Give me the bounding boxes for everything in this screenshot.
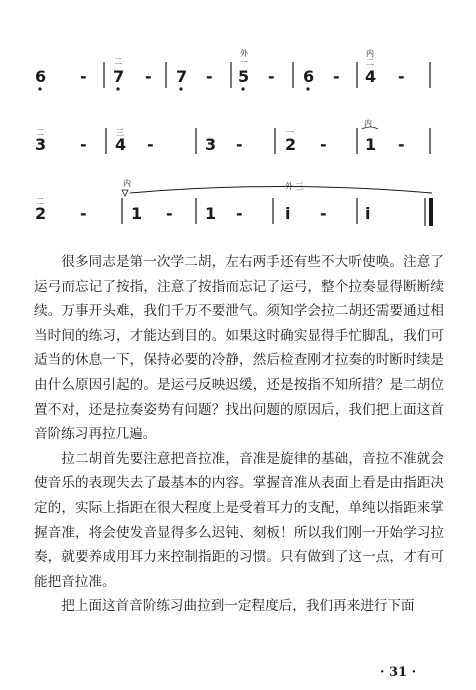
body-text: [34, 250, 444, 619]
dash: -: [166, 204, 173, 223]
dash: -: [320, 204, 327, 223]
dash: -: [145, 67, 152, 86]
dash: -: [398, 67, 405, 86]
dot-below: [38, 87, 41, 90]
paragraph: 拉二胡首先要注意把音拉准，音准是旋律的基础，音拉不准就会使音乐的表现失去了最基本的内容。掌握音准从表面上看是由指距决定的，实际上指距在很大程度上是受着耳力的支配，单纯以指距来掌握音准，将会使发音显得多么迟钝、刻板！所以我们刚一开始学习拉奏，就要养成用耳力来控制指距的习惯。只有做到了这一点，才有可能把音拉准。: [34, 450, 444, 590]
note: i: [365, 204, 371, 223]
page-number: · 31 ·: [380, 665, 417, 680]
final-barline: [429, 198, 433, 226]
fingering-mark: 一: [240, 58, 248, 67]
score-line-1: [35, 48, 430, 91]
note: 5: [238, 67, 250, 86]
dash: -: [80, 67, 87, 86]
note: 1: [205, 204, 217, 223]
paragraph: 很多同志是第一次学二胡，左右两手还有些不大听使唤。注意了运弓而忘记了按指，注意了按指而忘记了运弓，整个拉奏显得断断续续。万事开头难，我们千万不要泄气。须知学会拉二胡还需要通过相当时间的练习，才能达到目的。如果这时确实显得手忙脚乱，我们可适当的休息一下，保持必要的冷静，然后检查刚才拉奏的时断时续是由什么原因引起的。是运弓反映迟缓，还是按指不知所措？是二胡位置不对，还是拉奏姿势有问题？找出问题的原因后，我们把上面这首音阶练习再拉几遍。: [34, 254, 444, 443]
dash: -: [147, 135, 154, 154]
dash: -: [398, 135, 405, 154]
fingering-mark: 一: [286, 128, 294, 137]
note: 6: [35, 67, 47, 86]
fingering-mark: 二: [36, 197, 44, 206]
note: i: [285, 204, 291, 223]
fingering-mark: 内: [366, 49, 374, 58]
fingering-mark: 三: [116, 128, 124, 137]
dot-below: [306, 87, 309, 90]
dash: -: [268, 67, 275, 86]
dash: -: [320, 135, 327, 154]
fingering-mark: 外: [240, 49, 248, 58]
note: 1: [365, 135, 377, 154]
vibrato-icon: [122, 190, 128, 196]
dot-below: [179, 87, 182, 90]
dash: -: [206, 67, 213, 86]
note: 4: [365, 67, 377, 86]
note: 6: [303, 67, 315, 86]
fingering-mark: 内: [123, 179, 131, 188]
score-line-3: [35, 178, 433, 226]
fingering-mark: 二: [36, 128, 44, 137]
note: 2: [285, 135, 297, 154]
dash: -: [333, 67, 340, 86]
fingering-mark: 内: [364, 119, 372, 128]
fingering-mark: 二: [366, 58, 374, 67]
note: 7: [176, 67, 188, 86]
note: 2: [35, 204, 47, 223]
note: 1: [131, 204, 143, 223]
note: 3: [35, 135, 47, 154]
dot-below: [116, 87, 119, 90]
slur-line: [130, 187, 432, 194]
dash: -: [80, 135, 87, 154]
note: 4: [115, 135, 127, 154]
paragraph: 把上面这首音阶练习曲拉到一定程度后，我们再来进行下面: [61, 598, 415, 615]
dot-below: [241, 87, 244, 90]
fingering-mark: 外 三: [285, 182, 304, 191]
score-line-2: [35, 118, 430, 154]
fingering-mark: 二: [114, 57, 122, 66]
jianpu-score: [0, 0, 476, 245]
note: 7: [113, 67, 125, 86]
dash: -: [80, 204, 87, 223]
note: 3: [205, 135, 217, 154]
dash: -: [236, 204, 243, 223]
dash: -: [236, 135, 243, 154]
